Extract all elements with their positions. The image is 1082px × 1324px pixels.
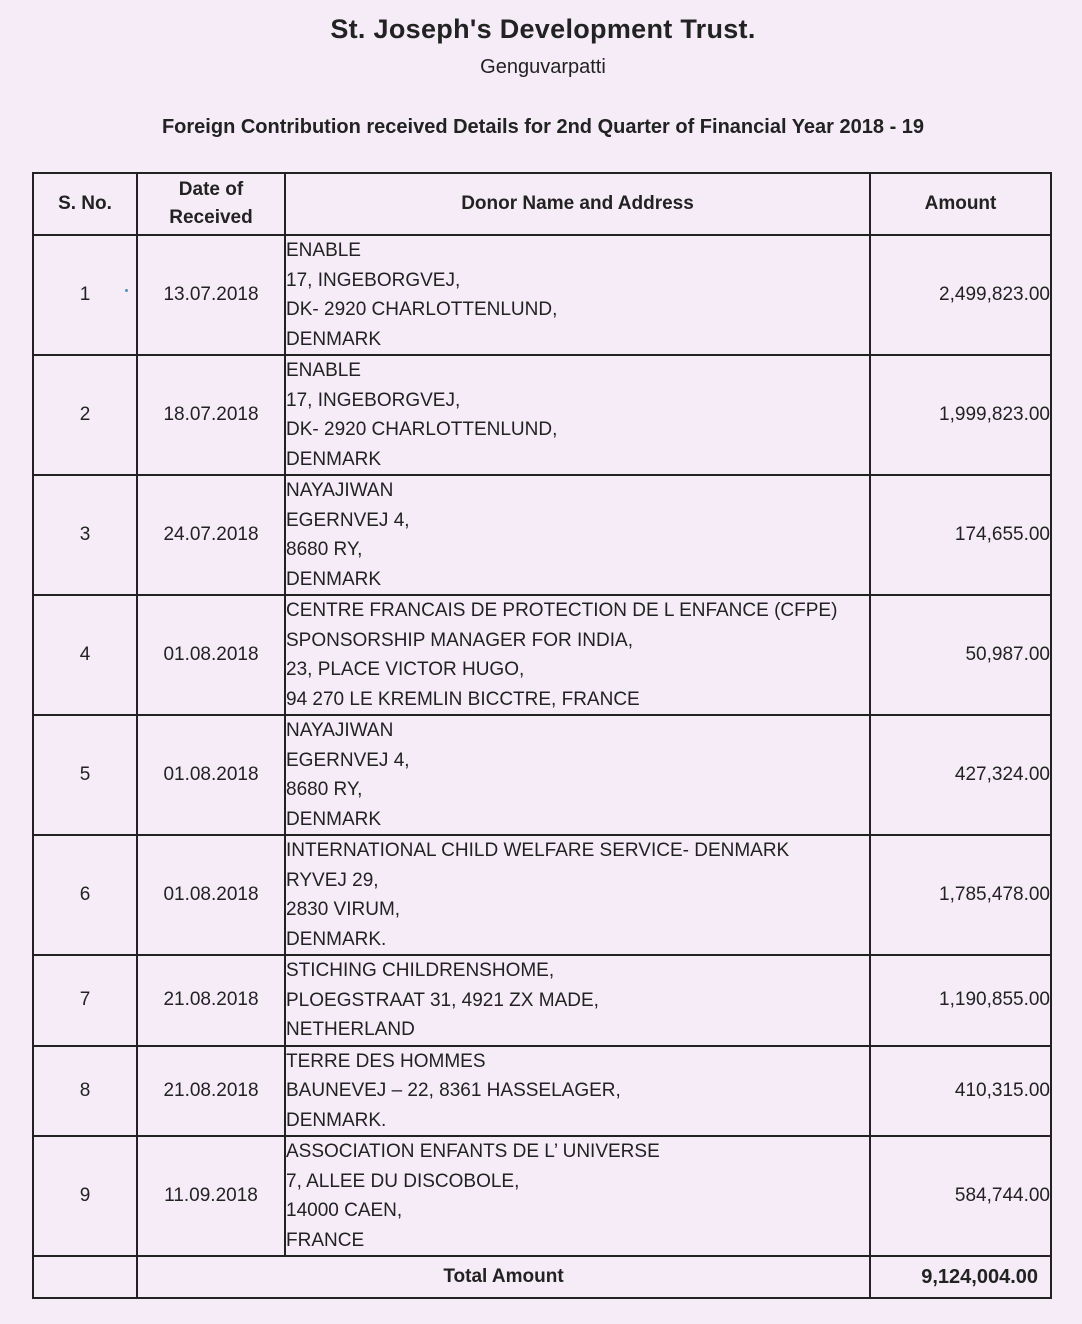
table-row [33,235,1051,355]
cell-donor [285,955,870,1046]
donor-line: RYVEJ 29, [286,869,379,891]
cell-amount: 427,324.00 [870,715,1051,835]
total-blank-cell [33,1256,137,1298]
cell-date: 01.08.2018 [137,835,285,955]
donor-line: 17, INGEBORGVEJ, [286,389,461,411]
column-header-donor: Donor Name and Address [285,173,870,235]
table-row [33,355,1051,475]
cell-date: 21.08.2018 [137,955,285,1046]
column-header-date [137,173,285,235]
ink-speck [125,289,128,292]
cell-donor [285,1136,870,1256]
cell-donor [285,595,870,715]
cell-amount: 584,744.00 [870,1136,1051,1256]
donor-line: INTERNATIONAL CHILD WELFARE SERVICE- DENMARK [286,840,790,861]
donor-line: STICHING CHILDRENSHOME, [286,960,555,981]
donor-line: 2830 VIRUM, [286,899,401,920]
cell-date: 21.08.2018 [137,1046,285,1137]
cell-sno: 6 [33,835,137,955]
donor-line: TERRE DES HOMMES [286,1050,486,1072]
total-row [33,1256,1051,1298]
donor-line: 23, PLACE VICTOR HUGO, [286,659,525,680]
donor-line: ASSOCIATION ENFANTS DE L’ UNIVERSE [286,1141,660,1162]
column-header-amount: Amount [870,173,1051,235]
donor-line: ENABLE [286,240,361,261]
cell-amount: 50,987.00 [870,595,1051,715]
column-header-date-label: Date of Received [169,179,253,228]
donor-line: DENMARK. [286,928,387,950]
cell-amount: 2,499,823.00 [870,235,1051,355]
table-row [33,955,1051,1046]
donor-line: NETHERLAND [286,1019,415,1040]
cell-sno: 8 [33,1046,137,1137]
donor-line: PLOEGSTRAAT 31, 4921 ZX MADE, [286,989,599,1011]
cell-donor [285,235,870,355]
donor-line: 8680 RY, [286,539,363,560]
donor-line: DENMARK. [286,1109,387,1131]
cell-amount: 1,999,823.00 [870,355,1051,475]
cell-date: 01.08.2018 [137,595,285,715]
donor-line: ENABLE [286,360,361,381]
cell-sno: 2 [33,355,137,475]
contribution-table [32,172,1052,1299]
cell-amount: 1,190,855.00 [870,955,1051,1046]
donor-line: BAUNEVEJ – 22, 8361 HASSELAGER, [286,1080,621,1101]
donor-line: SPONSORSHIP MANAGER FOR INDIA, [286,629,633,651]
donor-line: DENMARK [286,808,382,830]
donor-line: DENMARK [286,448,382,470]
donor-line: NAYAJIWAN [286,480,394,501]
table-row [33,715,1051,835]
cell-sno: 7 [33,955,137,1046]
table-row [33,595,1051,715]
table-row [33,1046,1051,1137]
total-label: Total Amount [137,1256,870,1298]
report-title: Foreign Contribution received Details for 2nd Quarter of Financial Year 2018 - 19 [161,116,925,138]
cell-sno: 4 [33,595,137,715]
donor-line: EGERNVEJ 4, [286,509,410,531]
donor-line: DK- 2920 CHARLOTTENLUND, [286,419,558,440]
organization-name: St. Joseph's Development Trust. [330,14,756,44]
cell-amount: 410,315.00 [870,1046,1051,1137]
cell-donor [285,475,870,595]
total-amount: 9,124,004.00 [870,1256,1051,1298]
cell-sno: 1 [33,235,137,355]
cell-sno: 3 [33,475,137,595]
donor-line: 17, INGEBORGVEJ, [286,269,461,291]
donor-line: DENMARK [286,328,382,350]
donor-line: NAYAJIWAN [286,720,394,741]
donor-line: EGERNVEJ 4, [286,749,410,771]
cell-date: 13.07.2018 [137,235,285,355]
cell-sno: 9 [33,1136,137,1256]
donor-line: DENMARK [286,568,382,590]
donor-line: DK- 2920 CHARLOTTENLUND, [286,299,558,320]
table-row [33,475,1051,595]
donor-line: 14000 CAEN, [286,1200,403,1221]
cell-donor [285,355,870,475]
table-row [33,835,1051,955]
cell-amount: 1,785,478.00 [870,835,1051,955]
organization-place: Genguvarpatti [480,56,606,78]
cell-donor [285,835,870,955]
cell-date: 01.08.2018 [137,715,285,835]
cell-date: 24.07.2018 [137,475,285,595]
donor-line: CENTRE FRANCAIS DE PROTECTION DE L ENFANCE (CFPE) [286,600,838,621]
column-header-sno: S. No. [33,173,137,235]
donor-line: 7, ALLEE DU DISCOBOLE, [286,1170,520,1192]
cell-amount: 174,655.00 [870,475,1051,595]
cell-donor [285,1046,870,1137]
cell-sno: 5 [33,715,137,835]
cell-date: 11.09.2018 [137,1136,285,1256]
donor-line: FRANCE [286,1229,365,1251]
donor-line: 94 270 LE KREMLIN BICCTRE, FRANCE [286,688,640,710]
donor-line: 8680 RY, [286,779,363,800]
table-row [33,1136,1051,1256]
cell-date: 18.07.2018 [137,355,285,475]
table-header-row [33,173,1051,235]
cell-donor [285,715,870,835]
table-body [33,235,1051,1256]
